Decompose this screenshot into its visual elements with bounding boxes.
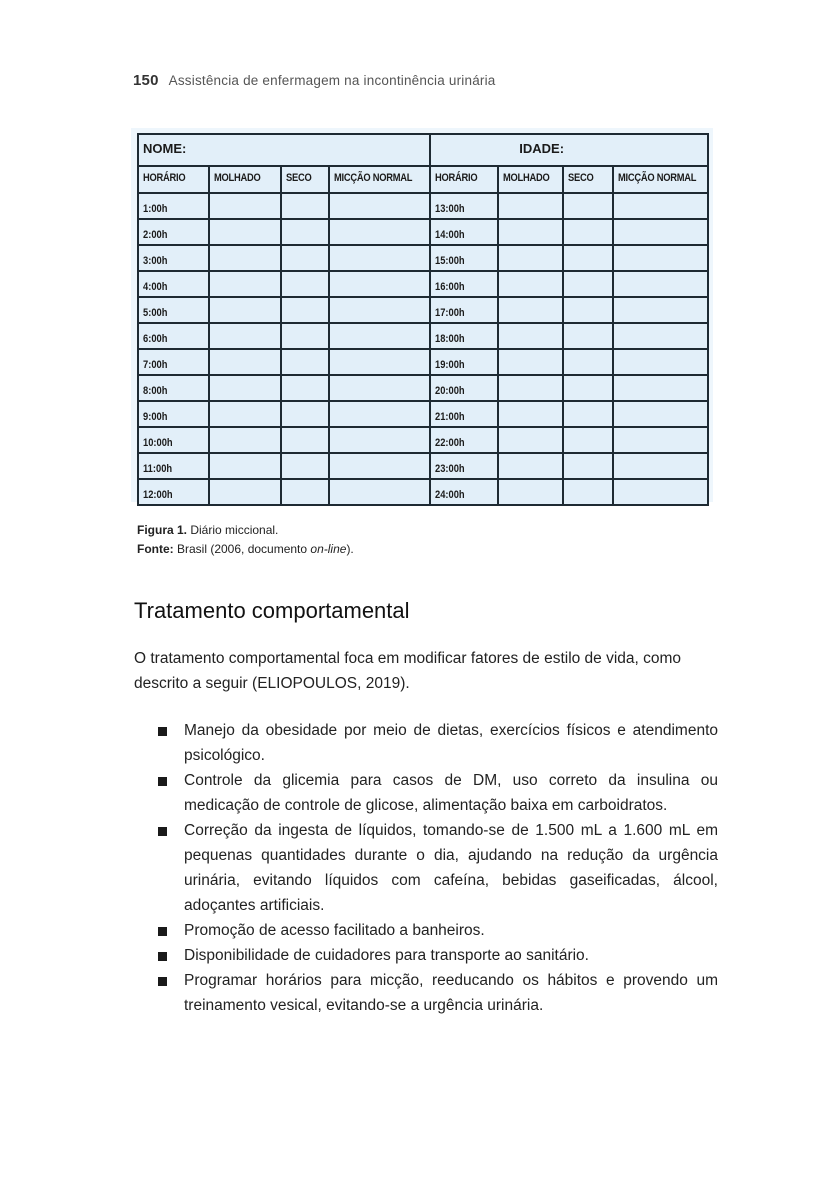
caption-label: Figura 1. bbox=[137, 523, 188, 537]
name-label-cell bbox=[138, 134, 430, 166]
empty-entry-cell bbox=[329, 349, 430, 375]
time-cell bbox=[430, 453, 498, 479]
empty-entry-cell bbox=[498, 375, 563, 401]
time-label: 14:00h bbox=[435, 229, 465, 241]
empty-entry-cell bbox=[613, 349, 708, 375]
table-row bbox=[138, 479, 708, 505]
time-label: 17:00h bbox=[435, 307, 465, 319]
empty-entry-cell bbox=[209, 219, 281, 245]
time-label: 4:00h bbox=[143, 281, 168, 293]
time-label: 1:00h bbox=[143, 203, 168, 215]
empty-entry-cell bbox=[563, 271, 613, 297]
voiding-diary-table bbox=[137, 133, 709, 506]
time-cell bbox=[138, 245, 209, 271]
time-cell bbox=[138, 453, 209, 479]
empty-entry-cell bbox=[498, 401, 563, 427]
time-label: 6:00h bbox=[143, 333, 168, 345]
empty-entry-cell bbox=[563, 401, 613, 427]
table-row bbox=[138, 193, 708, 219]
empty-entry-cell bbox=[613, 271, 708, 297]
table-body bbox=[138, 193, 708, 505]
source-end: ). bbox=[346, 542, 354, 556]
empty-entry-cell bbox=[281, 193, 329, 219]
age-label: IDADE: bbox=[519, 141, 565, 156]
empty-entry-cell bbox=[498, 193, 563, 219]
time-label: 16:00h bbox=[435, 281, 465, 293]
time-label: 24:00h bbox=[435, 489, 465, 501]
time-label: 20:00h bbox=[435, 385, 465, 397]
empty-entry-cell bbox=[563, 297, 613, 323]
empty-entry-cell bbox=[613, 245, 708, 271]
empty-entry-cell bbox=[209, 401, 281, 427]
time-cell bbox=[138, 271, 209, 297]
caption-line bbox=[137, 521, 354, 540]
empty-entry-cell bbox=[281, 453, 329, 479]
time-cell bbox=[430, 375, 498, 401]
time-label: 22:00h bbox=[435, 437, 465, 449]
time-cell bbox=[430, 245, 498, 271]
empty-entry-cell bbox=[613, 193, 708, 219]
list-item bbox=[158, 968, 718, 1018]
time-label: 18:00h bbox=[435, 333, 465, 345]
square-bullet-icon bbox=[158, 727, 167, 736]
empty-entry-cell bbox=[281, 297, 329, 323]
list-item-text: Programar horários para micção, reeducando os hábitos e provendo um treinamento vesical, evitando-se a urgência urinária. bbox=[184, 972, 718, 1014]
column-header bbox=[138, 166, 209, 193]
column-header bbox=[209, 166, 281, 193]
table-row bbox=[138, 297, 708, 323]
time-label: 10:00h bbox=[143, 437, 173, 449]
empty-entry-cell bbox=[209, 297, 281, 323]
empty-entry-cell bbox=[281, 479, 329, 505]
time-cell bbox=[138, 401, 209, 427]
age-label-cell bbox=[430, 134, 708, 166]
time-cell bbox=[430, 271, 498, 297]
empty-entry-cell bbox=[329, 271, 430, 297]
source-italic: on-line bbox=[310, 542, 347, 556]
time-cell bbox=[430, 219, 498, 245]
empty-entry-cell bbox=[209, 245, 281, 271]
empty-entry-cell bbox=[563, 193, 613, 219]
time-cell bbox=[138, 427, 209, 453]
list-item-text: Controle da glicemia para casos de DM, uso correto da insulina ou medicação de controle de glicose, alimentação baixa em carboidratos. bbox=[184, 772, 718, 814]
time-label: 8:00h bbox=[143, 385, 168, 397]
time-label: 3:00h bbox=[143, 255, 168, 267]
time-cell bbox=[430, 401, 498, 427]
time-label: 11:00h bbox=[143, 463, 173, 475]
empty-entry-cell bbox=[563, 453, 613, 479]
time-cell bbox=[430, 323, 498, 349]
time-label: 23:00h bbox=[435, 463, 465, 475]
empty-entry-cell bbox=[209, 193, 281, 219]
column-header-label: HORÁRIO bbox=[143, 172, 186, 184]
intro-paragraph: O tratamento comportamental foca em modificar fatores de estilo de vida, como descrito a seguir (ELIOPOULOS, 2019). bbox=[134, 650, 682, 692]
empty-entry-cell bbox=[498, 427, 563, 453]
empty-entry-cell bbox=[209, 271, 281, 297]
empty-entry-cell bbox=[281, 375, 329, 401]
empty-entry-cell bbox=[498, 297, 563, 323]
running-head bbox=[133, 72, 496, 89]
empty-entry-cell bbox=[281, 245, 329, 271]
empty-entry-cell bbox=[329, 219, 430, 245]
empty-entry-cell bbox=[329, 427, 430, 453]
empty-entry-cell bbox=[281, 349, 329, 375]
column-header-label: MICÇÃO NORMAL bbox=[618, 172, 697, 184]
empty-entry-cell bbox=[613, 453, 708, 479]
time-cell bbox=[430, 349, 498, 375]
caption-text: Diário miccional. bbox=[187, 523, 279, 537]
empty-entry-cell bbox=[209, 375, 281, 401]
section-title: Tratamento comportamental bbox=[134, 598, 410, 623]
table-row bbox=[138, 375, 708, 401]
list-item bbox=[158, 918, 718, 943]
table-row bbox=[138, 401, 708, 427]
empty-entry-cell bbox=[329, 375, 430, 401]
column-header bbox=[498, 166, 563, 193]
column-header bbox=[613, 166, 708, 193]
empty-entry-cell bbox=[281, 427, 329, 453]
empty-entry-cell bbox=[613, 401, 708, 427]
empty-entry-cell bbox=[498, 219, 563, 245]
empty-entry-cell bbox=[613, 219, 708, 245]
list-item-text: Correção da ingesta de líquidos, tomando-se de 1.500 mL a 1.600 mL em pequenas quantidades durante o dia, ajudando na redução da urgência urinária, evitando líquidos com cafeína, bebidas gaseificadas, álcool, adoçantes artificiais. bbox=[184, 822, 718, 914]
square-bullet-icon bbox=[158, 977, 167, 986]
table-row bbox=[138, 323, 708, 349]
time-cell bbox=[138, 375, 209, 401]
table-row bbox=[138, 219, 708, 245]
column-header-label: HORÁRIO bbox=[435, 172, 478, 184]
table-row bbox=[138, 427, 708, 453]
empty-entry-cell bbox=[498, 349, 563, 375]
empty-entry-cell bbox=[563, 375, 613, 401]
empty-entry-cell bbox=[329, 453, 430, 479]
empty-entry-cell bbox=[209, 453, 281, 479]
list-item-text: Disponibilidade de cuidadores para transporte ao sanitário. bbox=[184, 947, 589, 964]
time-cell bbox=[138, 323, 209, 349]
column-header-label: MICÇÃO NORMAL bbox=[334, 172, 413, 184]
list-item-text: Manejo da obesidade por meio de dietas, exercícios físicos e atendimento psicológico. bbox=[184, 722, 718, 764]
table-header-row bbox=[138, 166, 708, 193]
page-number: 150 bbox=[133, 72, 159, 89]
column-header-label: MOLHADO bbox=[503, 172, 550, 184]
empty-entry-cell bbox=[498, 323, 563, 349]
empty-entry-cell bbox=[563, 219, 613, 245]
empty-entry-cell bbox=[563, 245, 613, 271]
empty-entry-cell bbox=[613, 323, 708, 349]
column-header bbox=[281, 166, 329, 193]
square-bullet-icon bbox=[158, 927, 167, 936]
empty-entry-cell bbox=[498, 479, 563, 505]
book-title: Assistência de enfermagem na incontinência urinária bbox=[168, 73, 496, 88]
empty-entry-cell bbox=[329, 323, 430, 349]
empty-entry-cell bbox=[281, 219, 329, 245]
empty-entry-cell bbox=[613, 479, 708, 505]
time-cell bbox=[138, 297, 209, 323]
figure-caption bbox=[137, 521, 354, 559]
square-bullet-icon bbox=[158, 827, 167, 836]
time-label: 13:00h bbox=[435, 203, 465, 215]
time-label: 7:00h bbox=[143, 359, 168, 371]
empty-entry-cell bbox=[563, 323, 613, 349]
empty-entry-cell bbox=[209, 323, 281, 349]
time-label: 15:00h bbox=[435, 255, 465, 267]
empty-entry-cell bbox=[613, 297, 708, 323]
empty-entry-cell bbox=[329, 401, 430, 427]
empty-entry-cell bbox=[281, 271, 329, 297]
column-header-label: SECO bbox=[568, 172, 594, 184]
column-header bbox=[563, 166, 613, 193]
time-cell bbox=[138, 479, 209, 505]
source-line bbox=[137, 540, 354, 559]
empty-entry-cell bbox=[563, 349, 613, 375]
empty-entry-cell bbox=[209, 427, 281, 453]
time-label: 12:00h bbox=[143, 489, 173, 501]
time-cell bbox=[430, 427, 498, 453]
list-item bbox=[158, 818, 718, 918]
source-label: Fonte: bbox=[137, 542, 174, 556]
empty-entry-cell bbox=[329, 245, 430, 271]
empty-entry-cell bbox=[281, 323, 329, 349]
list-item bbox=[158, 943, 718, 968]
empty-entry-cell bbox=[498, 245, 563, 271]
column-header bbox=[329, 166, 430, 193]
empty-entry-cell bbox=[498, 453, 563, 479]
table-row bbox=[138, 453, 708, 479]
time-label: 2:00h bbox=[143, 229, 168, 241]
table-title-row bbox=[138, 134, 708, 166]
empty-entry-cell bbox=[329, 479, 430, 505]
time-cell bbox=[138, 219, 209, 245]
empty-entry-cell bbox=[563, 479, 613, 505]
time-cell bbox=[430, 297, 498, 323]
list-item bbox=[158, 768, 718, 818]
time-cell bbox=[138, 349, 209, 375]
source-text: Brasil (2006, documento bbox=[173, 542, 311, 556]
time-cell bbox=[138, 193, 209, 219]
square-bullet-icon bbox=[158, 952, 167, 961]
table-row bbox=[138, 349, 708, 375]
column-header-label: SECO bbox=[286, 172, 312, 184]
empty-entry-cell bbox=[498, 271, 563, 297]
column-header-label: MOLHADO bbox=[214, 172, 261, 184]
column-header bbox=[430, 166, 498, 193]
empty-entry-cell bbox=[613, 375, 708, 401]
time-cell bbox=[430, 193, 498, 219]
time-label: 19:00h bbox=[435, 359, 465, 371]
empty-entry-cell bbox=[209, 479, 281, 505]
time-label: 21:00h bbox=[435, 411, 465, 423]
bullet-list bbox=[158, 718, 718, 1018]
empty-entry-cell bbox=[209, 349, 281, 375]
list-item bbox=[158, 718, 718, 768]
table-row bbox=[138, 245, 708, 271]
name-label: NOME: bbox=[143, 141, 187, 156]
empty-entry-cell bbox=[613, 427, 708, 453]
square-bullet-icon bbox=[158, 777, 167, 786]
list-item-text: Promoção de acesso facilitado a banheiros. bbox=[184, 922, 485, 939]
time-label: 5:00h bbox=[143, 307, 168, 319]
empty-entry-cell bbox=[329, 193, 430, 219]
time-label: 9:00h bbox=[143, 411, 168, 423]
time-cell bbox=[430, 479, 498, 505]
empty-entry-cell bbox=[563, 427, 613, 453]
empty-entry-cell bbox=[281, 401, 329, 427]
empty-entry-cell bbox=[329, 297, 430, 323]
table-row bbox=[138, 271, 708, 297]
